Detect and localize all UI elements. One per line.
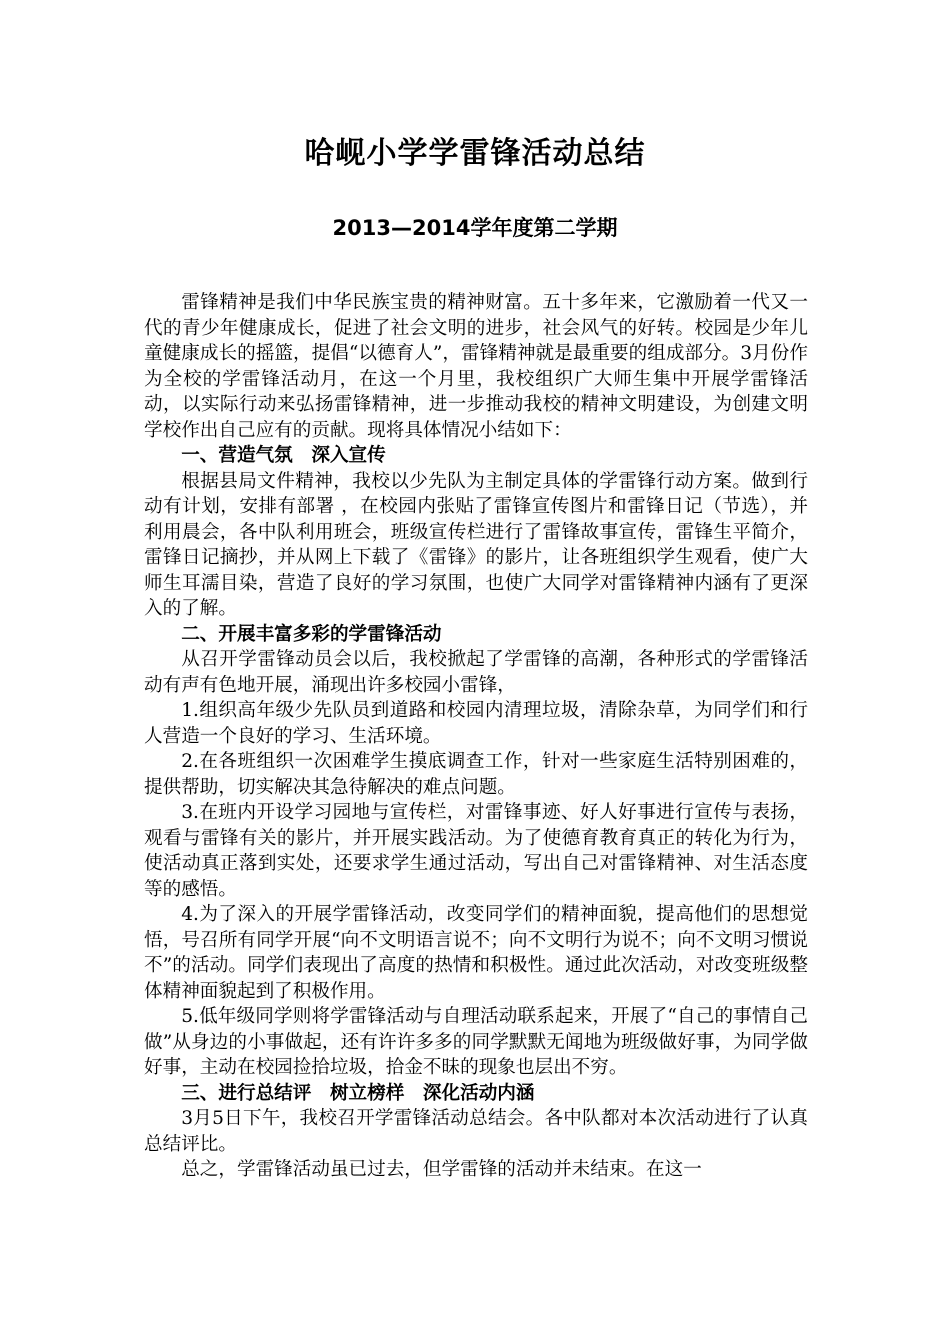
list-item-5: 5.低年级同学则将学雷锋活动与自理活动联系起来，开展了“自己的事情自己做”从身边的小事做起，还有许许多多的同学默默无闻地为班级做好事，为同学做好事，主动在校园捡拾垃圾，拾金不昧的现象也层出不穷。 [144, 1006, 808, 1078]
body-paragraph: 根据县局文件精神，我校以少先队为主制定具体的学雷锋行动方案。做到行动有计划，安排有部署 ，在校园内张贴了雷锋宣传图片和雷锋日记（节选），并利用晨会，各中队利用班会，班级宣传栏进行了雷锋故事宣传，雷锋生平简介，雷锋日记摘抄，并从网上下载了《雷锋》的影片，让各班组织学生观看，使广大师生耳濡目染，营造了良好的学习氛围，也使广大同学对雷锋精神内涵有了更深入的了解。 [144, 470, 808, 619]
body-paragraph: 从召开学雷锋动员会以后，我校掀起了学雷锋的高潮，各种形式的学雷锋活动有声有色地开展，涌现出许多校园小雷锋， [144, 649, 808, 696]
section-heading-1: 一、营造气氛 深入宣传 [181, 445, 386, 466]
document-title: 哈岘小学学雷锋活动总结 [304, 136, 646, 171]
document-subtitle: 2013—2014学年度第二学期 [332, 216, 618, 240]
document-body [144, 290, 808, 1183]
list-item-1: 1.组织高年级少先队员到道路和校园内清理垃圾，清除杂草，为同学们和行人营造一个良好的学习、生活环境。 [144, 700, 808, 747]
section-heading-3: 三、进行总结评 树立榜样 深化活动内涵 [181, 1082, 535, 1104]
closing-paragraph: 总之，学雷锋活动虽已过去，但学雷锋的活动并未结束。在这一 [181, 1159, 702, 1180]
list-item-4: 4.为了深入的开展学雷锋活动，改变同学们的精神面貌，提高他们的思想觉悟，号召所有同学开展“向不文明语言说不；向不文明行为说不；向不文明习惯说不”的活动。同学们表现出了高度的热情和积极性。通过此次活动，对改变班级整体精神面貌起到了积极作用。 [144, 904, 808, 1002]
section-heading-2: 二、开展丰富多彩的学雷锋活动 [181, 623, 442, 645]
list-item-3: 3.在班内开设学习园地与宣传栏，对雷锋事迹、好人好事进行宣传与表扬，观看与雷锋有关的影片，并开展实践活动。为了使德育教育真正的转化为行为，使活动真正落到实处，还要求学生通过活动，写出自己对雷锋精神、对生活态度等的感悟。 [144, 802, 808, 900]
body-paragraph: 3月5日下午，我校召开学雷锋活动总结会。各中队都对本次活动进行了认真总结评比。 [144, 1108, 808, 1155]
list-item-2: 2.在各班组织一次困难学生摸底调查工作，针对一些家庭生活特别困难的，提供帮助，切实解决其急待解决的难点问题。 [144, 751, 808, 798]
intro-paragraph: 雷锋精神是我们中华民族宝贵的精神财富。五十多年来，它激励着一代又一代的青少年健康成长，促进了社会文明的进步，社会风气的好转。校园是少年儿童健康成长的摇篮，提倡“以德育人”，雷锋精神就是最重要的组成部分。3月份作为全校的学雷锋活动月，在这一个月里，我校组织广大师生集中开展学雷锋活动，以实际行动来弘扬雷锋精神，进一步推动我校的精神文明建设，为创建文明学校作出自己应有的贡献。现将具体情况小结如下： [144, 292, 808, 441]
